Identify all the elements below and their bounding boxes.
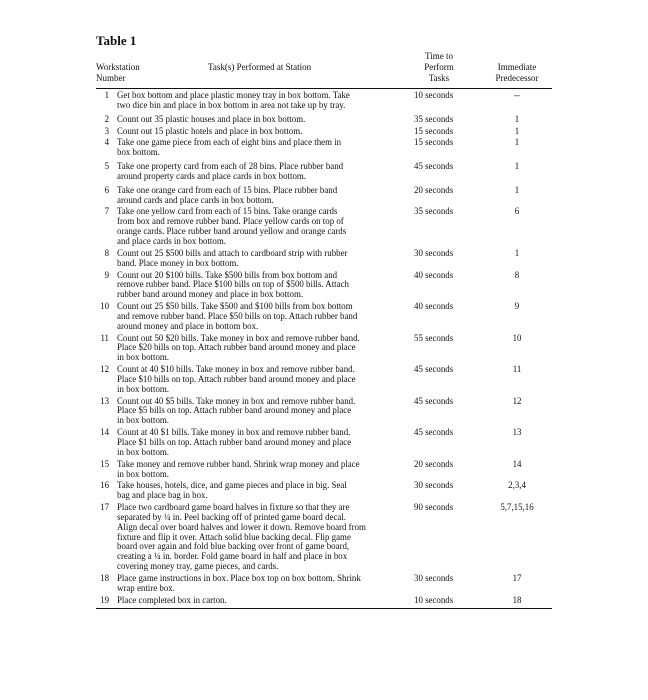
row-number: 10 [100,301,109,312]
row-task-line: Place completed box in carton. [117,594,227,605]
table-row [96,91,552,111]
row-number: 7 [104,206,109,217]
table-row [96,596,552,606]
row-number: 16 [100,480,109,491]
table-row [96,115,552,125]
table-row [96,249,552,269]
table-row [96,428,552,458]
row-time: 30 seconds [414,247,454,258]
row-number: 2 [104,113,109,124]
table-row [96,397,552,427]
row-task-line: and place cards in box bottom. [117,235,226,246]
row-task-line: Get box bottom and place plastic money tray in box bottom. Take [117,90,350,100]
row-predecessor: 6 [514,206,520,217]
row-task-line: Take one orange card from each of 15 bins. Place rubber band [117,184,338,195]
header-time-line3: Tasks [428,73,450,83]
row-number: 15 [100,458,109,469]
row-task [117,596,413,606]
row-task-line: band. Place money in box bottom. [117,257,239,268]
row-predecessor: 1 [514,247,520,258]
row-time: 45 seconds [414,161,454,172]
table-row [96,271,552,301]
row-number: 18 [100,572,109,583]
header-predecessor [482,62,552,84]
table-bottom-rule [96,608,552,609]
table-row [96,460,552,480]
row-number: 14 [100,427,109,438]
row-time: 35 seconds [414,206,454,217]
row-task-line: in box bottom. [117,446,170,457]
row-task-line: Count at 40 $1 bills. Take money in box and remove rubber band. [117,427,351,438]
row-time: 10 seconds [414,90,454,100]
row-task-line: fixture and flip it over. Attach solid blue backing decal. Flip game [117,531,351,542]
row-number: 11 [100,332,109,343]
row-task-line: covering money tray, game pieces, and cards. [117,561,279,572]
row-time: 40 seconds [414,269,454,280]
row-predecessor: 1 [514,184,520,195]
row-time: 10 seconds [414,594,454,605]
row-predecessor: 1 [514,113,520,124]
row-number: 9 [104,269,109,280]
row-time: 15 seconds [414,137,454,148]
row-task-line: orange cards. Place rubber band around yellow and orange cards [117,226,347,237]
row-time: 90 seconds [414,502,454,513]
row-task-line: around cards and place cards in box bottom. [117,194,274,205]
header-workstation-number [96,62,140,84]
row-task-line: Take one property card from each of 28 bins. Place rubber band [117,161,344,172]
row-task-line: box bottom. [117,147,160,158]
row-number: 1 [104,90,109,100]
table-row [96,127,552,137]
row-task-line: Take money and remove rubber band. Shrink wrap money and place [117,458,360,469]
header-predecessor-line2: Predecessor [495,73,539,83]
header-time-line1: Time to [425,51,453,61]
row-predecessor: 10 [512,332,522,343]
row-predecessor: 5,7,15,16 [500,502,534,513]
row-number: 4 [104,137,109,148]
table-container [96,34,552,609]
row-task [117,162,413,182]
row-task-line: two dice bin and place in box bottom in area not take up by tray. [117,99,346,110]
row-task-line: Place $20 bills on top. Attach rubber band around money and place [117,342,356,353]
row-task [117,302,413,332]
row-predecessor: 17 [512,572,522,583]
row-task [117,249,413,269]
row-task-line: Count out 50 $20 bills. Take money in box and remove rubber band. [117,332,360,343]
row-predecessor: 14 [512,458,522,469]
row-task [117,574,413,594]
row-number: 3 [104,125,109,136]
row-task-line: Take houses, hotels, dice, and game pieces and place in big. Seal [117,480,347,491]
row-task [117,334,413,364]
row-task-line: board over again and fold blue backing over front of game board, [117,541,350,552]
row-number: 5 [104,161,109,172]
table-row [96,162,552,182]
row-task [117,186,413,206]
table-row [96,503,552,572]
row-predecessor: 11 [512,364,522,375]
row-task [117,365,413,395]
row-task-line: remove rubber band. Place $100 bills on top of $500 bills. Attach [117,279,349,290]
row-task-line: Place $1 bills on top. Attach rubber band around money and place [117,437,352,447]
table-row [96,302,552,332]
row-time: 20 seconds [414,458,454,469]
row-predecessor: 18 [512,594,522,605]
row-task [117,481,413,501]
row-task-line: Count out 40 $5 bills. Take money in box and remove rubber band. [117,395,356,406]
row-predecessor: 1 [514,137,520,148]
row-task [117,207,413,246]
row-task-line: Align decal over board halves and lower it down. Remove board from [117,521,366,532]
header-time [418,51,460,84]
row-task-line: Take one game piece from each of eight bins and place them in [117,137,342,148]
row-predecessor: 1 [514,161,520,172]
row-task-line: Place $5 bills on top. Attach rubber band around money and place [117,405,352,416]
table-row [96,138,552,158]
row-predecessor: 12 [512,395,522,406]
row-number: 8 [104,247,109,258]
row-task-line: and remove rubber band. Place $50 bills on top. Attach rubber band [117,310,358,321]
row-task [117,115,413,125]
row-task [117,503,413,572]
row-task [117,91,413,111]
row-predecessor: 1 [514,125,520,136]
row-predecessor: 2,3,4 [508,480,526,491]
row-number: 19 [100,594,109,605]
table-row [96,186,552,206]
row-task-line: wrap entire box. [117,582,175,593]
table-body [96,91,552,606]
row-task-line: Place $10 bills on top. Attach rubber band around money and place [117,373,356,384]
row-task-line: Count out 35 plastic houses and place in box bottom. [117,113,306,124]
row-predecessor: -- [514,90,520,100]
row-task-line: bag and place bag in box. [117,490,208,501]
row-task-line: from box and remove rubber band. Place yellow cards on top of [117,216,344,227]
header-time-line2: Perform [424,62,454,72]
row-task-line: separated by ¼ in. Peel backing off of printed game board decal. [117,511,347,522]
row-time: 30 seconds [414,572,454,583]
header-workstation-line2: Number [96,73,126,83]
table-header [96,48,552,89]
table-row [96,481,552,501]
row-time: 15 seconds [414,125,454,136]
row-predecessor: 9 [514,301,520,312]
row-task-line: Count out 20 $100 bills. Take $500 bills from box bottom and [117,269,338,280]
header-workstation-line1: Workstation [96,62,140,72]
row-task-line: around money and place in bottom box. [117,320,259,331]
header-predecessor-line1: Immediate [497,62,537,72]
row-time: 55 seconds [414,332,454,343]
row-task [117,127,413,137]
row-task-line: rubber band around money and place in box bottom. [117,289,304,300]
row-task-line: Place game instructions in box. Place box top on box bottom. Shrink [117,572,361,583]
row-predecessor: 8 [514,269,520,280]
table-row [96,334,552,364]
row-task-line: creating a ¼ in. border. Fold game board in half and place in box [117,551,348,562]
row-number: 6 [104,184,109,195]
row-task-line: Count out 15 plastic hotels and place in box bottom. [117,125,303,136]
row-task-line: in box bottom. [117,383,170,394]
row-number: 17 [100,502,109,513]
table-title: Table 1 [96,33,137,48]
row-time: 40 seconds [414,301,454,312]
row-time: 30 seconds [414,480,454,491]
row-task-line: Count out 25 $50 bills. Take $500 and $100 bills from box bottom [117,301,353,312]
row-task-line: around property cards and place cards in box bottom. [117,170,307,181]
row-task-line: in box bottom. [117,468,170,479]
row-task-line: Take one yellow card from each of 15 bins. Take orange cards [117,206,338,217]
row-time: 45 seconds [414,427,454,438]
row-task [117,271,413,301]
row-number: 13 [100,395,109,406]
row-task-line: in box bottom. [117,352,170,363]
row-time: 20 seconds [414,184,454,195]
row-task-line: Count out 25 $500 bills and attach to cardboard strip with rubber [117,247,348,258]
row-task [117,460,413,480]
row-task [117,428,413,458]
table-row [96,365,552,395]
table-row [96,574,552,594]
row-predecessor: 13 [512,427,522,438]
row-task [117,138,413,158]
table-row [96,207,552,246]
row-task-line: Place two cardboard game board halves in fixture so that they are [117,502,350,513]
row-time: 45 seconds [414,364,454,375]
header-tasks: Task(s) Performed at Station [208,62,312,72]
row-time: 45 seconds [414,395,454,406]
row-task [117,397,413,427]
row-time: 35 seconds [414,113,454,124]
row-task-line: in box bottom. [117,415,170,426]
row-number: 12 [100,364,109,375]
row-task-line: Count at 40 $10 bills. Take money in box and remove rubber band. [117,364,355,375]
